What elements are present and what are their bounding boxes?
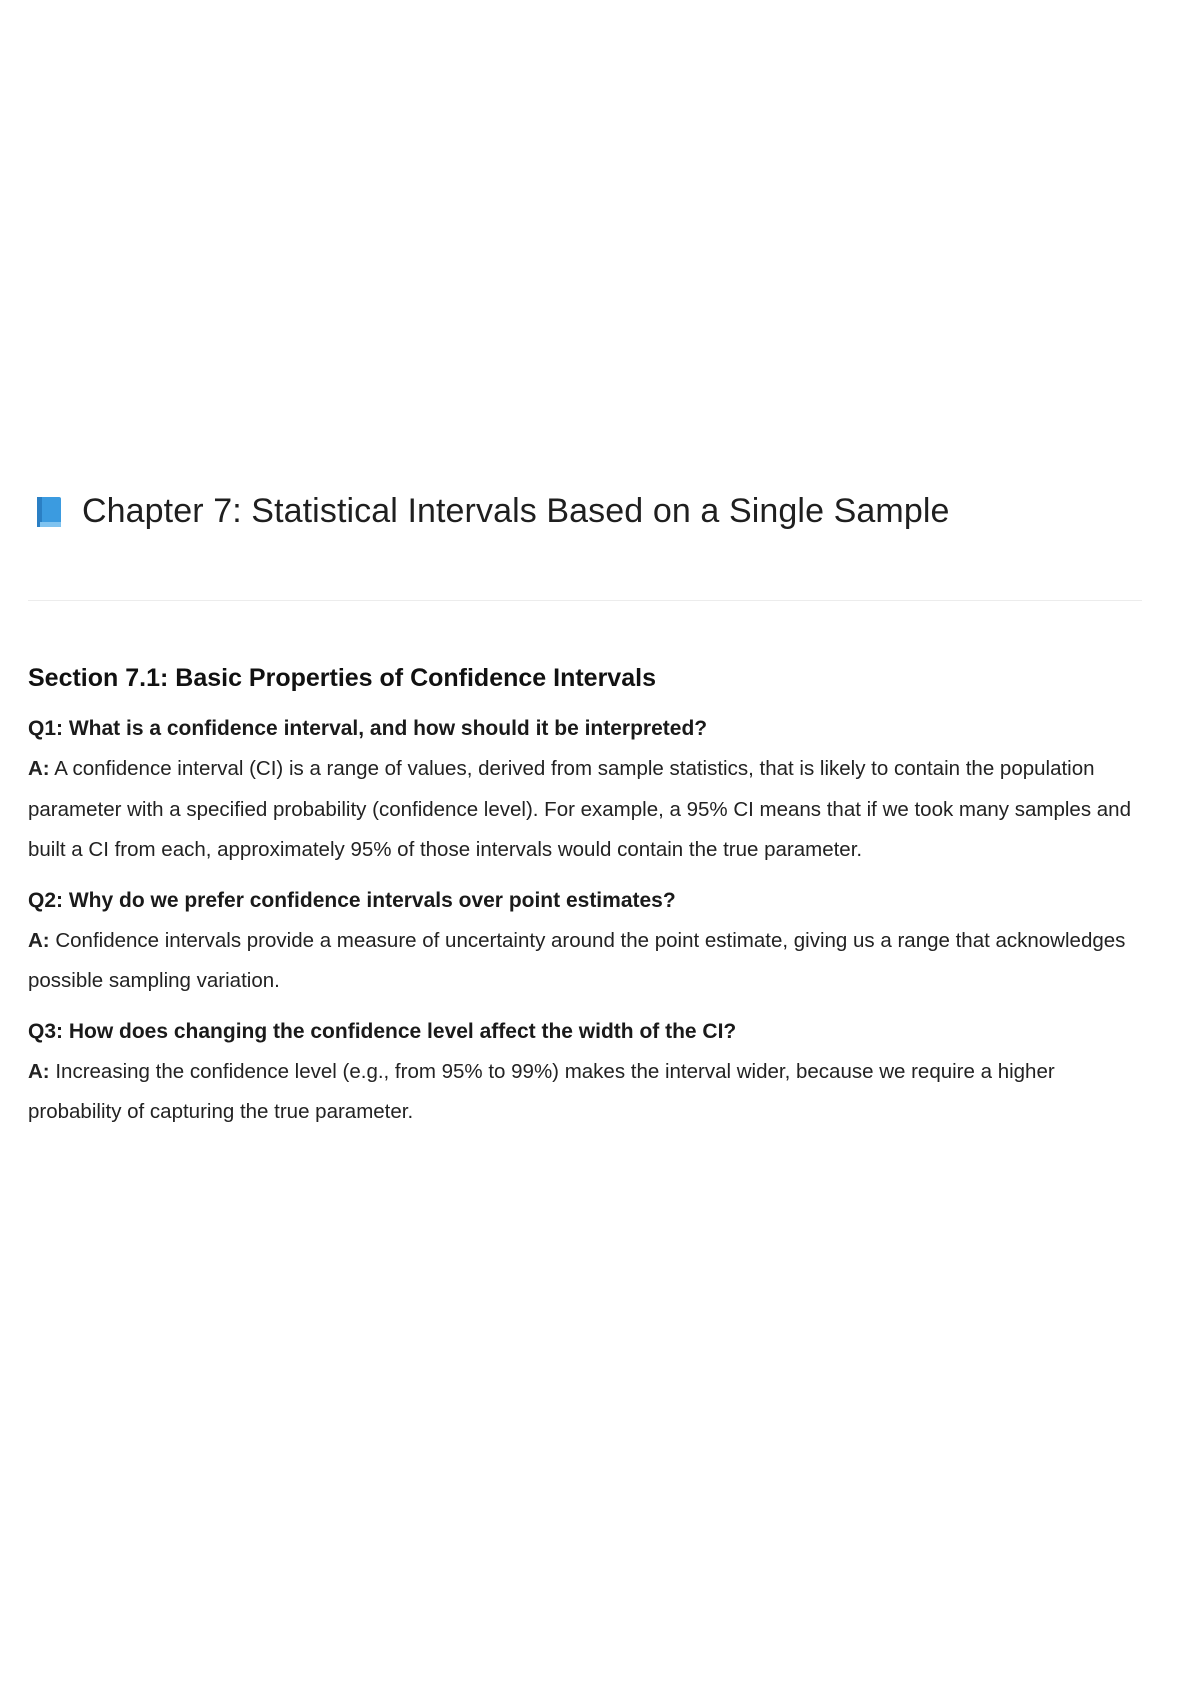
question <box>28 881 1148 921</box>
qa-item-2 <box>28 881 1148 1002</box>
answer-text: A confidence interval (CI) is a range of values, derived from sample statistics, that is likely to contain the population parameter with a specified probability (confidence level). For example, a 95% CI means that if we took many samples and built a CI from each, approximately 95% of those intervals would contain the true parameter. <box>28 757 1131 861</box>
answer-label: A: <box>28 928 50 952</box>
answer-label: A: <box>28 1059 50 1083</box>
answer <box>28 749 1148 871</box>
blue-book-icon <box>36 496 62 528</box>
answer <box>28 921 1148 1002</box>
question <box>28 1012 1148 1052</box>
question-text: What is a confidence interval, and how should it be interpreted? <box>68 717 708 740</box>
divider <box>28 600 1142 601</box>
qa-item-1 <box>28 709 1148 871</box>
qa-item-3 <box>28 1012 1148 1133</box>
chapter-title: Chapter 7: Statistical Intervals Based on a Single Sample <box>82 492 950 530</box>
answer-label: A: <box>28 757 50 780</box>
section-7-1 <box>28 664 1148 1143</box>
question <box>28 709 1148 749</box>
section-title: Section 7.1: Basic Properties of Confidence Intervals <box>28 664 656 692</box>
question-label: Q1: <box>28 717 64 740</box>
question-text: How does changing the confidence level affect the width of the CI? <box>68 1019 737 1043</box>
chapter-heading <box>36 492 950 531</box>
answer-text: Confidence intervals provide a measure of uncertainty around the point estimate, giving us a range that acknowledges possible sampling variation. <box>28 928 1126 992</box>
question-label: Q2: <box>28 888 64 912</box>
question-text: Why do we prefer confidence intervals over point estimates? <box>68 888 676 912</box>
answer-text: Increasing the confidence level (e.g., from 95% to 99%) makes the interval wider, because we require a higher probability of capturing the true parameter. <box>28 1059 1055 1123</box>
question-label: Q3: <box>28 1019 64 1043</box>
answer <box>28 1052 1148 1133</box>
